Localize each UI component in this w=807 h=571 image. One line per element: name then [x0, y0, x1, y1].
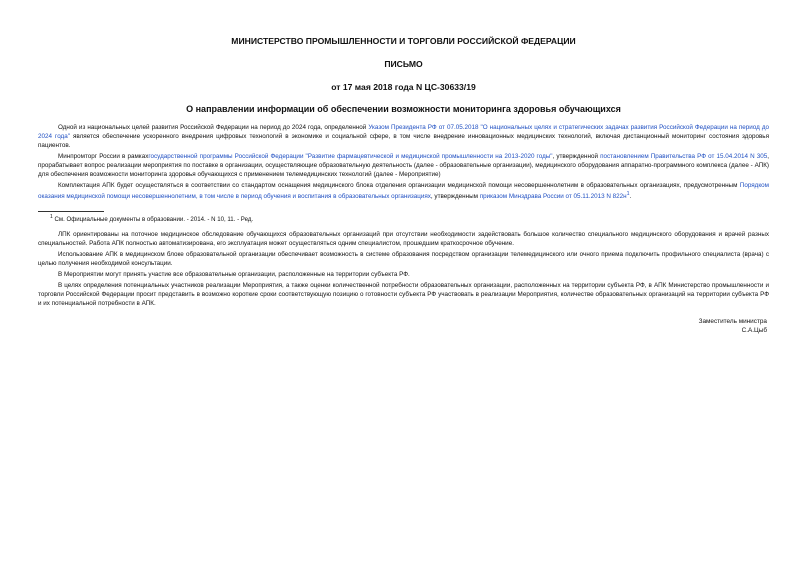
link-government-resolution[interactable]: постановлением Правительства РФ от 15.04.2014 N 305: [600, 153, 768, 160]
paragraph-1: [38, 123, 769, 150]
signature-name: С.А.Цыб: [741, 327, 767, 335]
paragraph-7: В целях определения потенциальных участников реализации Мероприятия, а также оценки количественной потребности образовательных организации, расположенных на территории субъекта РФ, в АПК Министерство промышленности и торговли Российской Федерации просит представить в возможно короткие сроки соответствующую позицию о готовности субъекта РФ участвовать в реализации Мероприятия, количестве образовательных организаций на территории субъекта РФ и их потенциальной потребности в АПК.: [38, 282, 769, 308]
document-type: ПИСЬМО: [384, 59, 423, 69]
paragraph-2: [38, 152, 769, 179]
paragraph-text: .: [629, 193, 632, 201]
footnote-divider: [38, 211, 104, 212]
signature-block: [38, 317, 767, 335]
paragraph-4: ЛПК ориентированы на поточное медицинское обследование обучающихся образовательных организаций при отсутствии необходимости задействовать большое количество специального медицинского оборудования и врачей разных специальностей. Работа АПК полностью автоматизирована, его эксплуатация может осуществляться одним специалистом, прошедшим краткосрочное обучение.: [38, 231, 769, 248]
footnote-reference[interactable]: 1: [626, 191, 630, 197]
link-presidential-decree[interactable]: Указом Президента РФ от 07.05.2018 "О национальных целях и стратегических задачах развития Российской Федерации на период до 2024 года": [38, 124, 769, 140]
paragraph-text: , утвержденным: [430, 193, 480, 201]
footnote-mark: 1: [50, 214, 53, 221]
document-date-number: от 17 мая 2018 года N ЦС-30633/19: [331, 82, 476, 92]
document-body: [38, 123, 769, 335]
link-minzdrav-order[interactable]: приказом Минздрава России от 05.11.2013 N 822н: [479, 193, 627, 201]
paragraph-text: Минпромторг России в рамках: [58, 153, 149, 160]
ministry-title: МИНИСТЕРСТВО ПРОМЫШЛЕННОСТИ И ТОРГОВЛИ РОССИЙСКОЙ ФЕДЕРАЦИИ: [231, 36, 576, 46]
paragraph-text: Комплектация АПК будет осуществляться в соответствии со стандартом оснащения медицинского блока отделения организации медицинской помощи несовершеннолетним в образовательных организациях, предусмотренным: [58, 182, 740, 189]
signature-position: Заместитель министра: [698, 318, 767, 326]
document-subject: О направлении информации об обеспечении возможности мониторинга здоровья обучающихся: [186, 104, 621, 114]
link-state-program[interactable]: государственной программы Российской Федерации "Развитие фармацевтической и медицинской промышленности на 2013-2020 годы": [148, 153, 553, 160]
paragraph-6: В Мероприятии могут принять участие все образовательные организации, расположенные на территории субъекта РФ.: [58, 271, 410, 279]
footnote-text: См. Официальные документы в образовании. - 2014. - N 10, 11. - Ред.: [52, 216, 254, 224]
footnote: [50, 213, 769, 224]
paragraph-5: Использование АПК в медицинском блоке образовательной организации обеспечивает возможность в системе образования посредством организации телемедицинского или очного приема подключить профильного специалиста (врача) с целью получения необходимой консультации.: [38, 251, 769, 268]
paragraph-text: является обеспечение ускоренного внедрения цифровых технологий в экономике и социальной сфере, в том числе внедрение инновационных медицинских технологий, включая дистанционный мониторинг состояния здоровья пациентов.: [38, 133, 769, 149]
document-page: [38, 28, 769, 335]
paragraph-text: Одной из национальных целей развития Российской Федерации на период до 2024 года, определенной: [58, 124, 369, 131]
paragraph-text: , прорабатывает вопрос реализации мероприятия по поставке в организации, осуществляющие образовательную деятельность (далее - образовательные организации), медицинского оборудования аппаратно-программного комплекса (далее - АПК) для обеспечения возможности мониторинга здоровья обучающихся с применением телемедицинских технологий (далее - Мероприятие): [38, 153, 769, 178]
link-medical-care-procedure[interactable]: Порядком оказания медицинской помощи несовершеннолетним, в том числе в период обучения и воспитания в образовательных организациях: [38, 182, 769, 201]
paragraph-3: [38, 181, 769, 201]
paragraph-text: , утвержденной: [552, 153, 601, 160]
